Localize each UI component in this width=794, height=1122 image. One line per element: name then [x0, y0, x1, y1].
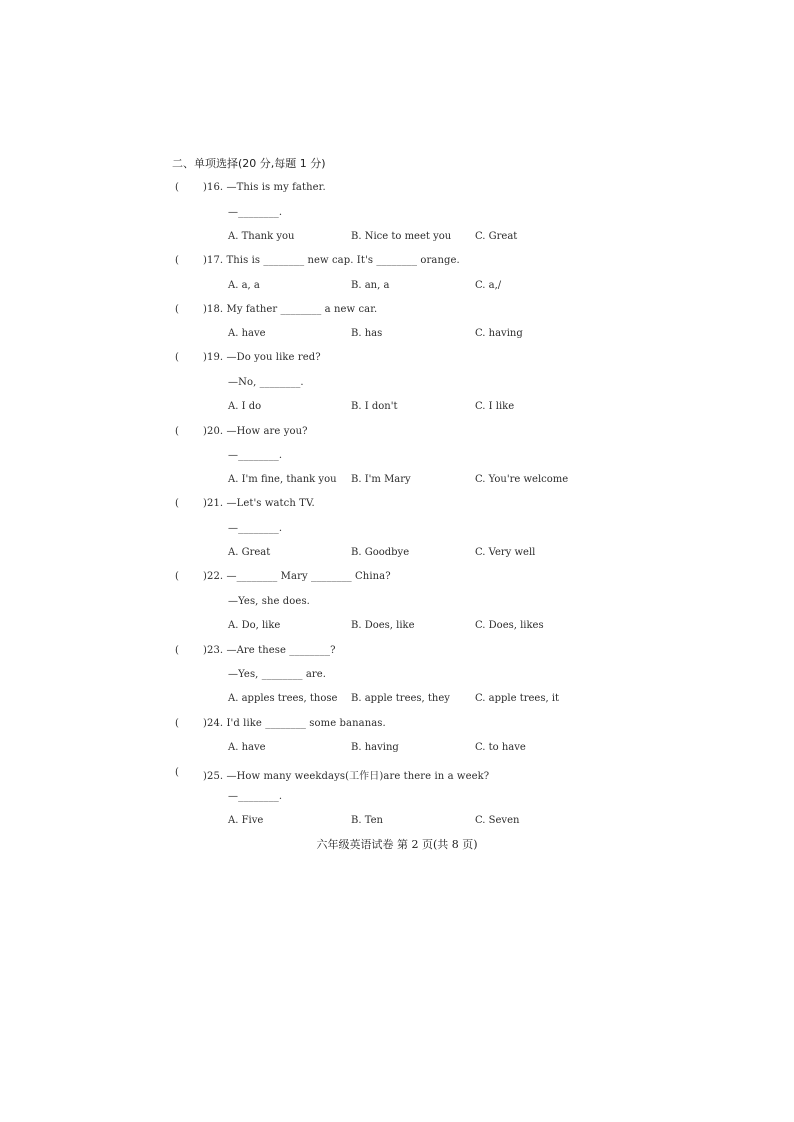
question-stem: )19. —Do you like red? — [203, 352, 321, 363]
question-stem: )22. —________ Mary ________ China? — [203, 571, 391, 582]
question-stem: )24. I'd like ________ some bananas. — [203, 718, 386, 729]
answer-paren: ( — [175, 767, 180, 778]
page-footer: 六年级英语试卷 第 2 页(共 8 页) — [316, 838, 478, 851]
option-a: A. Thank you — [228, 231, 295, 242]
option-b: B. an, a — [351, 280, 390, 291]
question-reply: —________. — [228, 450, 283, 461]
answer-paren: ( — [175, 352, 180, 363]
option-a: A. apples trees, those — [228, 693, 338, 704]
option-a: A. Five — [228, 815, 264, 826]
option-c: C. Very well — [475, 547, 536, 558]
question-reply: —________. — [228, 791, 283, 802]
option-c: C. to have — [475, 742, 526, 753]
question-reply: —Yes, she does. — [228, 596, 310, 607]
answer-paren: ( — [175, 718, 180, 729]
answer-paren: ( — [175, 571, 180, 582]
option-b: B. has — [351, 328, 383, 339]
answer-paren: ( — [175, 182, 180, 193]
option-a: A. a, a — [228, 280, 260, 291]
option-c: C. Seven — [475, 815, 520, 826]
option-b: B. Nice to meet you — [351, 231, 452, 242]
option-a: A. I'm fine, thank you — [228, 474, 337, 485]
option-b: B. apple trees, they — [351, 693, 450, 704]
option-a: A. Great — [228, 547, 271, 558]
option-a: A. Do, like — [228, 620, 281, 631]
question-stem: )25. —How many weekdays(工作日)are there in a week? — [203, 771, 490, 782]
question-stem: )23. —Are these ________? — [203, 645, 336, 656]
option-c: C. a,/ — [475, 280, 502, 291]
answer-paren: ( — [175, 255, 180, 266]
question-reply: —________. — [228, 207, 283, 218]
option-a: A. have — [228, 328, 266, 339]
question-reply: —________. — [228, 523, 283, 534]
answer-paren: ( — [175, 498, 180, 509]
question-reply: —No, ________. — [228, 377, 304, 388]
option-c: C. apple trees, it — [475, 693, 560, 704]
answer-paren: ( — [175, 304, 180, 315]
question-stem: )17. This is ________ new cap. It's ________ orange. — [203, 255, 460, 266]
question-stem: )20. —How are you? — [203, 426, 308, 437]
answer-paren: ( — [175, 645, 180, 656]
option-a: A. have — [228, 742, 266, 753]
option-b: B. Does, like — [351, 620, 415, 631]
option-c: C. Does, likes — [475, 620, 544, 631]
question-stem: )21. —Let's watch TV. — [203, 498, 315, 509]
option-c: C. having — [475, 328, 523, 339]
option-b: B. I don't — [351, 401, 398, 412]
option-a: A. I do — [228, 401, 262, 412]
question-stem: )16. —This is my father. — [203, 182, 326, 193]
answer-paren: ( — [175, 426, 180, 437]
option-c: C. Great — [475, 231, 518, 242]
question-stem: )18. My father ________ a new car. — [203, 304, 378, 315]
option-b: B. I'm Mary — [351, 474, 411, 485]
option-b: B. Goodbye — [351, 547, 410, 558]
option-b: B. having — [351, 742, 399, 753]
option-c: C. I like — [475, 401, 515, 412]
option-c: C. You're welcome — [475, 474, 569, 485]
option-b: B. Ten — [351, 815, 383, 826]
section-title: 二、单项选择(20 分,每题 1 分) — [172, 157, 326, 170]
question-reply: —Yes, ________ are. — [228, 669, 327, 680]
